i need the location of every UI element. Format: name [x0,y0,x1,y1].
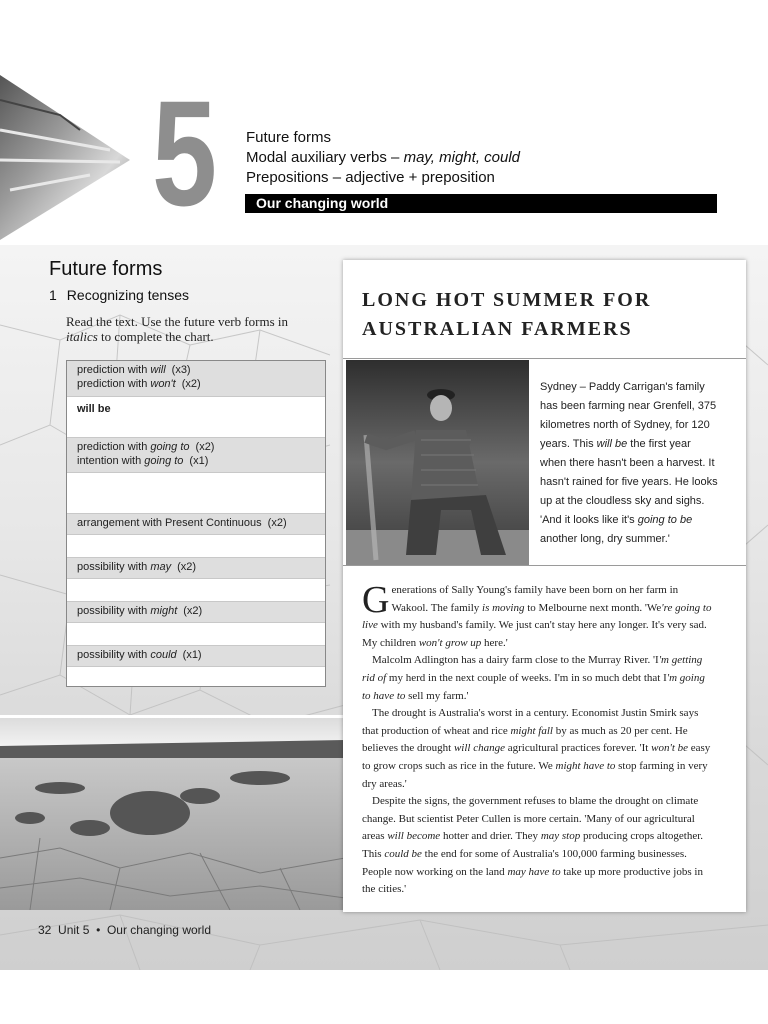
chart-label: prediction with [77,364,151,376]
chart-header-line [77,440,315,454]
para-text: sell my farm.' [405,689,469,702]
exercise-title [49,287,189,303]
caption-italic: will be [596,438,628,450]
para-text: take up more productive jobs in the cities.' [362,865,703,896]
exercise-number: 1 [49,287,57,303]
chart-header-line [77,648,315,662]
chart-count: (x3) [171,364,191,376]
chart-answer-cell[interactable] [67,535,325,557]
chart-answer-cell[interactable] [67,623,325,645]
chart-answer-cell[interactable] [67,667,325,686]
chart-count: (x2) [181,378,201,390]
chart-answer-cell[interactable] [67,579,325,601]
chart-answer-cell[interactable]: will be [67,397,325,437]
chart-row-header [67,601,325,623]
chart-count: (x2) [195,441,215,453]
article-paragraph [362,652,712,705]
article-title: LONG HOT SUMMER FOR AUSTRALIAN FARMERS [362,289,652,340]
chart-count: (x2) [177,561,197,573]
chart-count: (x1) [189,455,209,467]
para-italic: will change [453,742,505,755]
chart-row-header [67,557,325,579]
chart-count: (x1) [182,649,202,661]
chart-label-italic: going to [144,455,184,467]
chart-label-italic: may [150,561,172,573]
para-italic: might fall [510,724,553,737]
para-text: Despite the signs, the government refuses to blame the drought on climate change. But scientist Peter Cullen is more certain. 'Many of our agricultural areas [362,795,699,843]
chart-label: possibility with [77,561,151,573]
page-number: 32 [38,923,52,937]
chart-label: possibility with [77,649,151,661]
para-text: the end for some of Australia's 100,000 farming businesses. People now working on the land [362,847,687,878]
para-text: producing crops altogether. This [362,830,704,860]
instruction-text-end: to complete the chart. [97,329,214,344]
chart-header-line [77,604,315,618]
article-body [362,579,712,899]
chart-label: prediction with [77,378,151,390]
para-italic: is moving [482,601,525,614]
chart-header-line [77,516,315,530]
para-text: hotter and drier. They [440,830,541,843]
chart-header-line [77,454,315,468]
chart-answer-cell[interactable] [67,473,325,513]
chart-count: (x2) [183,605,203,617]
unit-number: 5 [152,69,213,237]
article-card [343,260,746,912]
chart-label-italic: won't [150,378,176,390]
footer-separator: • [96,923,101,937]
unit-title-bar: Our changing world [245,194,717,213]
exercise-title-text: Recognizing tenses [66,287,189,303]
article-paragraph [362,793,712,899]
chart-header-line [77,363,315,377]
para-italic: may stop [540,830,581,843]
para-text: here.' [481,636,508,649]
topic-italic-text: may, might, could [403,149,521,166]
caption-italic: going to be [637,514,693,526]
chart-label-italic: will [150,364,166,376]
article-lead-caption [540,378,720,549]
para-italic: won't be [651,742,689,755]
para-italic: won't grow up [418,636,482,649]
para-italic: may have to [507,865,561,878]
article-paragraph [362,705,712,793]
topic-future-forms: Future forms [246,129,332,146]
topic-text: Modal auxiliary verbs – [246,149,404,166]
footer-unit: Unit 5 [58,923,90,937]
para-text: easy to grow crops such as rice in the future. We [362,742,711,772]
chart-row-header [67,437,325,473]
chart-label: intention with [77,455,145,467]
para-italic: 'm getting rid of [362,654,703,684]
exercise-instruction [66,314,306,344]
article-divider [343,358,746,359]
article-paragraph [362,579,712,652]
chart-label: prediction with [77,441,151,453]
para-text: by as much as 20 per cent. He believes the drought [362,724,688,755]
para-text: The drought is Australia's worst in a century. Economist Justin Smirk says that production of wheat and rice [362,707,699,737]
footer-title: Our changing world [106,923,211,937]
chart-label-italic: might [150,605,178,617]
para-italic: 'm going to have to [362,671,705,702]
chart-label: arrangement with Present Continuous [77,517,262,529]
para-text: my herd in the next couple of weeks. I'm in so much debt that I [386,671,667,684]
chart-label-italic: could [150,649,177,661]
chart-label: possibility with [77,605,151,617]
instruction-text: Read the text. Use the future verb forms in [66,314,289,329]
chart-row-header [67,361,325,397]
chart-label-italic: going to [150,441,190,453]
caption-text: Sydney – Paddy Carrigan's family has been farming near Grenfell, 375 kilometres north of Sydney, for 120 years. This [540,381,717,450]
para-italic: might have to [555,759,616,772]
instruction-italic: italics [66,329,98,344]
page-footer [38,923,211,937]
chart-header-line [77,560,315,574]
chart-row-header [67,645,325,667]
caption-text: the first year when there hasn't been a harvest. It hasn't rained for five years. He looks up at the cloudless sky and sighs. 'And it looks like it's [540,438,718,526]
topic-modal-verbs [246,148,520,168]
article-divider [343,565,746,566]
chart-row-header [67,513,325,535]
para-italic: could be [384,847,422,860]
topic-prepositions: Prepositions – adjective + preposition [246,169,495,186]
caption-text: another long, dry summer.' [540,533,670,545]
para-italic: will become [387,830,441,843]
para-text: with my husband's family. We just can't stay here any longer. It's very sad. My children [362,619,707,649]
unit-topics [246,128,520,188]
chart-count: (x2) [267,517,287,529]
para-text: stop farming in very dry areas.' [362,759,708,790]
chart-header-line [77,377,315,391]
para-text: Malcolm Adlington has a dairy farm close to the Murray River. 'I [372,654,659,667]
drop-cap: G [362,579,390,621]
section-title: Future forms [49,258,163,280]
para-italic: 're going to live [362,601,712,632]
verb-forms-chart [66,360,326,687]
para-text: agricultural practices forever. 'It [504,742,652,755]
corner-decorative-image [0,0,140,250]
para-text: enerations of Sally Young's family have been born on her farm in Wakool. The family [391,584,679,614]
para-text: to Melbourne next month. 'We [524,601,662,614]
dry-lakebed-photo [0,715,345,910]
farmer-photo [346,360,529,565]
